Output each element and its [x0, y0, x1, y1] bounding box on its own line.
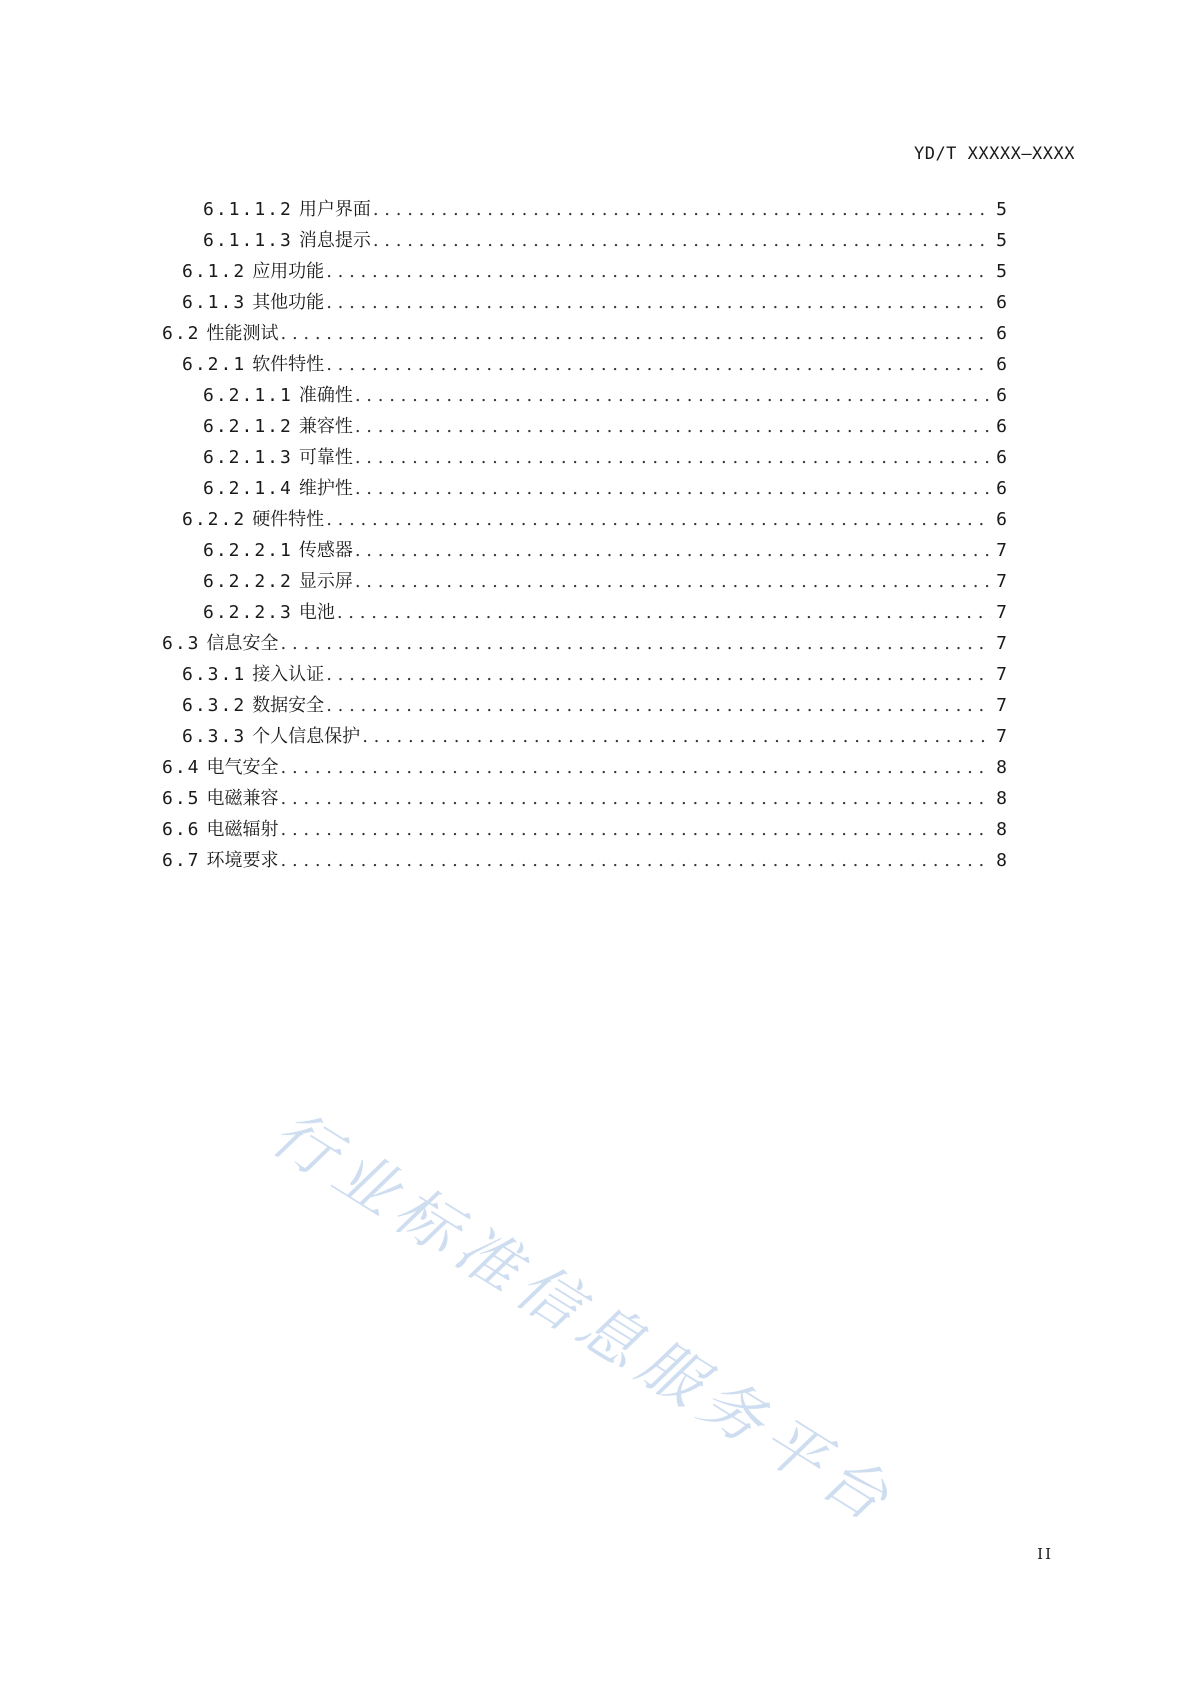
toc-entry[interactable] [162, 784, 1007, 812]
toc-entry-number: 6.1.1.2 [203, 199, 293, 220]
toc-leader-dots [326, 292, 991, 313]
toc-entry-page: 7 [996, 602, 1007, 623]
toc-leader-dots [373, 199, 991, 220]
toc-leader-dots [355, 540, 991, 561]
toc-leader-dots [326, 261, 991, 282]
toc-entry-title: 其他功能 [252, 292, 325, 313]
toc-entry[interactable] [162, 629, 1007, 657]
toc-entry-number: 6.2 [162, 323, 201, 344]
toc-entry-page: 6 [996, 354, 1007, 375]
toc-leader-dots [355, 385, 991, 406]
toc-leader-dots [281, 819, 991, 840]
toc-entry-number: 6.3.3 [182, 726, 247, 747]
toc-entry-number: 6.2.1.3 [203, 447, 293, 468]
toc-entry-number: 6.7 [162, 850, 201, 871]
toc-entry[interactable] [203, 474, 1007, 502]
toc-entry[interactable] [182, 350, 1007, 378]
toc-entry-title: 消息提示 [298, 230, 371, 251]
toc-entry-title: 信息安全 [206, 633, 279, 654]
toc-leader-dots [326, 664, 991, 685]
toc-entry[interactable] [162, 846, 1007, 874]
toc-entry[interactable] [162, 753, 1007, 781]
toc-leader-dots [326, 695, 991, 716]
toc-entry-page: 6 [996, 416, 1007, 437]
toc-leader-dots [362, 726, 991, 747]
toc-entry-number: 6.4 [162, 757, 201, 778]
toc-entry-title: 数据安全 [252, 695, 325, 716]
toc-entry-title: 电池 [298, 602, 335, 623]
toc-entry-page: 6 [996, 323, 1007, 344]
toc-entry[interactable] [203, 598, 1007, 626]
toc-entry[interactable] [182, 288, 1007, 316]
watermark: 行业标准信息服务平台 [259, 1096, 909, 1540]
toc-leader-dots [281, 788, 991, 809]
toc-entry-page: 5 [996, 199, 1007, 220]
toc-entry-title: 电磁兼容 [206, 788, 279, 809]
toc-entry-number: 6.5 [162, 788, 201, 809]
toc-entry-number: 6.1.2 [182, 261, 247, 282]
toc-entry-title: 准确性 [298, 385, 353, 406]
toc-entry-page: 6 [996, 292, 1007, 313]
toc-entry-title: 性能测试 [206, 323, 279, 344]
toc-entry-title: 电气安全 [206, 757, 279, 778]
toc-entry-page: 6 [996, 509, 1007, 530]
toc-entry-page: 7 [996, 664, 1007, 685]
toc-entry-page: 8 [996, 850, 1007, 871]
toc-entry-number: 6.2.1 [182, 354, 247, 375]
toc-entry[interactable] [203, 412, 1007, 440]
toc-leader-dots [281, 850, 991, 871]
toc-leader-dots [281, 633, 991, 654]
toc-entry-number: 6.6 [162, 819, 201, 840]
toc-entry-title: 个人信息保护 [252, 726, 361, 747]
toc-entry-number: 6.3.1 [182, 664, 247, 685]
toc-entry-page: 7 [996, 540, 1007, 561]
toc-entry-page: 6 [996, 478, 1007, 499]
toc-entry-number: 6.2.2 [182, 509, 247, 530]
toc-entry-title: 环境要求 [206, 850, 279, 871]
toc-entry-page: 6 [996, 447, 1007, 468]
toc-leader-dots [281, 323, 991, 344]
toc-entry[interactable] [182, 691, 1007, 719]
toc-leader-dots [355, 416, 991, 437]
toc-entry[interactable] [182, 722, 1007, 750]
document-id-header: YD/T XXXXX—XXXX [913, 144, 1075, 164]
toc-entry[interactable] [203, 381, 1007, 409]
toc-entry-page: 8 [996, 819, 1007, 840]
toc-entry-page: 8 [996, 757, 1007, 778]
toc-leader-dots [355, 447, 991, 468]
toc-entry[interactable] [162, 815, 1007, 843]
toc-entry[interactable] [182, 660, 1007, 688]
toc-entry-page: 5 [996, 230, 1007, 251]
toc-entry-title: 接入认证 [252, 664, 325, 685]
toc-entry-title: 传感器 [298, 540, 353, 561]
toc-entry-number: 6.3.2 [182, 695, 247, 716]
toc-entry[interactable] [203, 567, 1007, 595]
toc-leader-dots [281, 757, 991, 778]
toc-entry[interactable] [203, 536, 1007, 564]
toc-entry-page: 7 [996, 571, 1007, 592]
toc-entry-page: 6 [996, 385, 1007, 406]
toc-leader-dots [373, 230, 991, 251]
toc-entry-title: 用户界面 [298, 199, 371, 220]
toc-entry-title: 兼容性 [298, 416, 353, 437]
toc-entry[interactable] [162, 319, 1007, 347]
toc-entry-number: 6.2.1.4 [203, 478, 293, 499]
toc-entry[interactable] [182, 257, 1007, 285]
toc-leader-dots [355, 478, 991, 499]
toc-entry-number: 6.3 [162, 633, 201, 654]
toc-entry-number: 6.2.1.2 [203, 416, 293, 437]
toc-entry-page: 7 [996, 695, 1007, 716]
toc-entry-number: 6.2.2.1 [203, 540, 293, 561]
toc-entry-number: 6.1.1.3 [203, 230, 293, 251]
toc-entry-title: 应用功能 [252, 261, 325, 282]
toc-entry-title: 软件特性 [252, 354, 325, 375]
toc-entry-title: 显示屏 [298, 571, 353, 592]
toc-entry[interactable] [203, 195, 1007, 223]
toc-entry-title: 硬件特性 [252, 509, 325, 530]
toc-entry[interactable] [203, 226, 1007, 254]
toc-entry-page: 7 [996, 633, 1007, 654]
toc-entry[interactable] [203, 443, 1007, 471]
toc-entry-page: 7 [996, 726, 1007, 747]
toc-entry-title: 电磁辐射 [206, 819, 279, 840]
toc-leader-dots [326, 354, 991, 375]
toc-entry-title: 维护性 [298, 478, 353, 499]
toc-entry-number: 6.2.2.3 [203, 602, 293, 623]
toc-leader-dots [326, 509, 991, 530]
toc-leader-dots [355, 571, 991, 592]
toc-entry-number: 6.2.2.2 [203, 571, 293, 592]
page-number: II [1037, 1545, 1053, 1563]
toc-entry[interactable] [182, 505, 1007, 533]
toc-entry-page: 5 [996, 261, 1007, 282]
toc-entry-title: 可靠性 [298, 447, 353, 468]
toc-leader-dots [337, 602, 991, 623]
toc-entry-number: 6.1.3 [182, 292, 247, 313]
toc-entry-number: 6.2.1.1 [203, 385, 293, 406]
toc-entry-page: 8 [996, 788, 1007, 809]
